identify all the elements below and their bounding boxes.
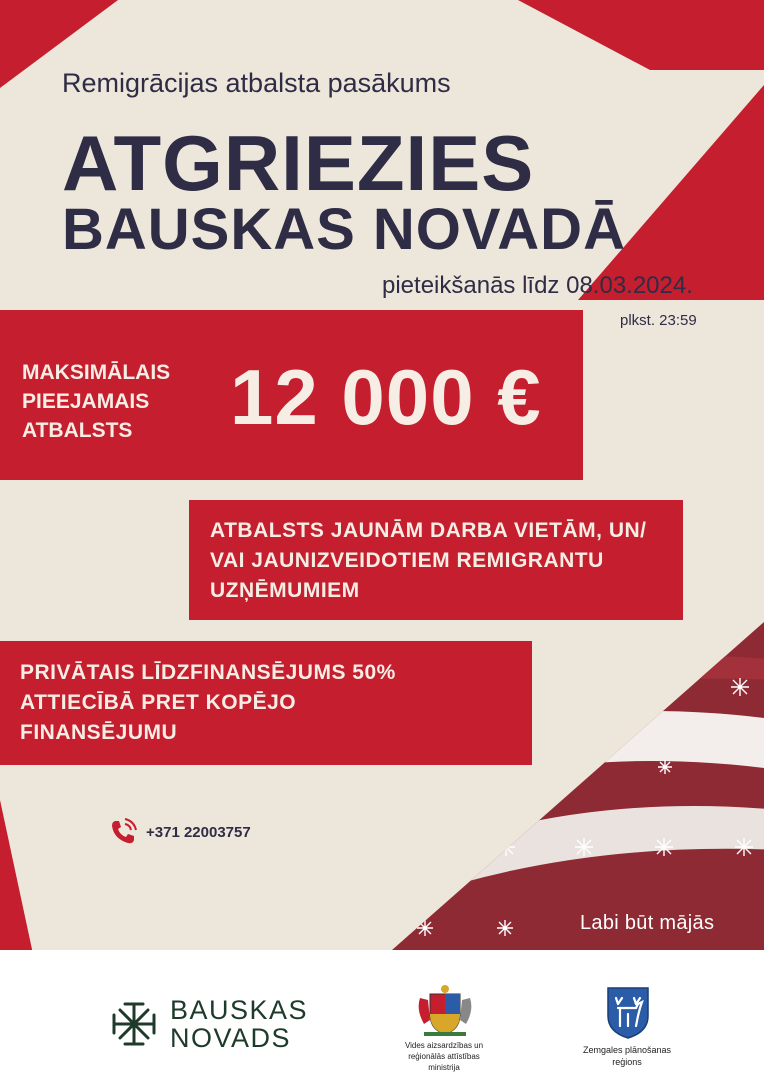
zemgale-region-name [570, 1044, 684, 1068]
title-line-1: ATGRIEZIES [62, 119, 535, 207]
cofinancing-text-line: ATTIECĪBĀ PRET KOPĒJO [20, 691, 297, 714]
title-line-2: BAUSKAS NOVADĀ [62, 197, 626, 262]
right-triangle [578, 85, 764, 300]
support-label-line: PIEEJAMAIS [22, 390, 150, 413]
latvia-coat-of-arms-icon [412, 980, 478, 1043]
ministry-name-line: ministrija [428, 1063, 460, 1072]
support-label-line: ATBALSTS [22, 419, 133, 442]
bauskas-novads-logo-icon [108, 998, 160, 1055]
cofinancing-text-line: PRIVĀTAIS LĪDZFINANSĒJUMS 50% [20, 661, 396, 684]
ministry-name [368, 1040, 520, 1073]
region-name-line: reģions [612, 1057, 642, 1067]
bauskas-novads-logo-text [170, 996, 308, 1052]
jobs-text-line: VAI JAUNIZVEIDOTIEM REMIGRANTU [210, 549, 604, 572]
slogan: Labi būt mājās [580, 912, 715, 934]
phone-icon [108, 817, 138, 852]
cofinancing-text [20, 658, 520, 748]
cofinancing-text-line: FINANSĒJUMU [20, 721, 178, 744]
zemgale-region-crest-icon [606, 986, 650, 1045]
jobs-support-text [210, 516, 670, 606]
logo-text-line: NOVADS [170, 1023, 292, 1053]
ministry-name-line: reģionālās attīstības [408, 1052, 480, 1061]
top-right-triangle [518, 0, 764, 70]
logo-text-line: BAUSKAS [170, 995, 309, 1025]
region-name-line: Zemgales plānošanas [582, 1045, 672, 1055]
phone-number-link[interactable]: +371 22003757 [146, 824, 251, 841]
jobs-text-line: UZŅĒMUMIEM [210, 579, 360, 602]
ministry-name-line: Vides aizsardzības un [404, 1041, 484, 1050]
max-support-label [22, 358, 222, 445]
deadline-time: plkst. 23:59 [620, 312, 697, 329]
event-subtitle: Remigrācijas atbalsta pasākums [62, 68, 451, 98]
application-deadline: pieteikšanās līdz 08.03.2024. [382, 272, 693, 299]
support-label-line: MAKSIMĀLAIS [22, 361, 171, 384]
jobs-text-line: ATBALSTS JAUNĀM DARBA VIETĀM, UN/ [210, 519, 647, 542]
support-amount: 12 000 € [230, 353, 542, 441]
